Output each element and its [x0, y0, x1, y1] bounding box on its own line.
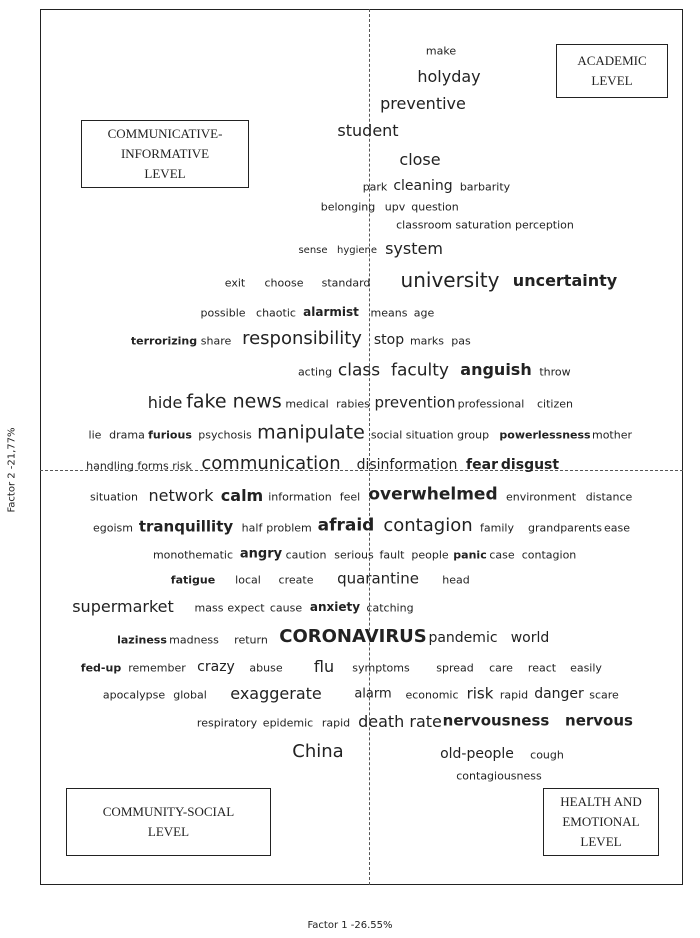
word-term: park: [362, 180, 388, 194]
word-term: abuse: [249, 661, 283, 675]
word-term: overwhelmed: [368, 484, 498, 505]
word-term: feel: [339, 490, 361, 504]
word-term: exaggerate: [230, 684, 322, 703]
word-term: responsibility: [242, 328, 362, 349]
word-term: rapid: [499, 688, 529, 702]
word-term: grandparents: [528, 521, 602, 535]
word-term: remember: [128, 661, 186, 675]
word-term: share: [200, 334, 232, 348]
word-term: information: [268, 490, 332, 504]
word-term: economic: [405, 688, 459, 702]
word-term: rabies: [336, 397, 370, 411]
word-term: flu: [313, 657, 335, 676]
word-term: throw: [539, 365, 571, 379]
word-term: holyday: [417, 67, 481, 86]
word-term: fake news: [186, 390, 282, 413]
word-term: monothematic: [152, 548, 234, 562]
word-term: calm: [220, 486, 264, 505]
word-term: marks: [409, 334, 445, 348]
word-term: return: [234, 633, 268, 647]
word-term: death rate: [358, 712, 442, 731]
word-term: furious: [148, 428, 192, 442]
quadrant-label-academic: ACADEMIC LEVEL: [556, 44, 668, 98]
word-term: prevention: [374, 393, 456, 412]
word-term: old-people: [440, 746, 514, 762]
word-term: react: [527, 661, 557, 675]
word-term: manipulate: [257, 421, 365, 444]
word-term: citizen: [537, 397, 573, 411]
word-term: local: [235, 573, 261, 587]
word-term: uncertainty: [512, 271, 618, 290]
word-term: belonging: [320, 200, 376, 214]
word-term: drama: [109, 428, 145, 442]
word-term: crazy: [197, 659, 235, 675]
quadrant-label-health-emotional: HEALTH AND EMOTIONAL LEVEL: [543, 788, 659, 856]
word-term: expect: [227, 601, 265, 615]
word-term: standard: [321, 276, 371, 290]
x-axis-label: Factor 1 -26.55%: [307, 920, 393, 931]
word-term: epidemic: [262, 716, 314, 730]
word-term: sense: [298, 245, 328, 256]
word-term: make: [425, 44, 457, 58]
word-term: cause: [269, 601, 303, 615]
word-term: case: [489, 548, 515, 562]
word-term: world: [510, 630, 550, 646]
word-term: head: [442, 573, 470, 587]
word-term: catching: [366, 601, 414, 615]
word-term: nervous: [565, 711, 633, 730]
word-term: pandemic: [428, 630, 498, 646]
word-term: classroom saturation perception: [396, 218, 574, 232]
word-term: scare: [589, 688, 619, 702]
word-term: people: [411, 548, 449, 562]
quadrant-label-community-social: COMMUNITY-SOCIAL LEVEL: [66, 788, 271, 856]
word-term: problem: [266, 521, 312, 535]
word-term: supermarket: [72, 597, 174, 616]
word-term: contagion: [383, 515, 473, 536]
word-term: communication: [201, 453, 341, 474]
word-term: easily: [570, 661, 602, 675]
word-term: respiratory: [196, 716, 258, 730]
word-term: caution: [285, 548, 327, 562]
word-term: contagiousness: [456, 769, 542, 783]
word-term: tranquillity: [138, 517, 234, 536]
word-term: China: [292, 741, 344, 762]
word-term: apocalypse: [102, 688, 166, 702]
word-term: hide: [147, 393, 183, 412]
factor-2-axis: [369, 9, 370, 885]
word-term: hygiene: [336, 245, 378, 256]
word-term: ease: [603, 521, 631, 535]
word-term: faculty: [391, 360, 449, 381]
word-term: class: [337, 360, 381, 381]
word-term: family: [480, 521, 514, 535]
word-term: close: [399, 150, 441, 169]
word-term: fault: [379, 548, 405, 562]
word-term: panic: [453, 548, 487, 562]
word-term: social situation group: [370, 428, 490, 442]
word-term: spread: [436, 661, 474, 675]
word-term: disinformation: [356, 457, 458, 473]
word-term: environment: [505, 490, 577, 504]
word-term: egoism: [93, 521, 133, 535]
word-term: alarmist: [303, 305, 359, 319]
word-term: professional: [457, 397, 525, 411]
word-term: cleaning: [393, 178, 453, 194]
word-term: CORONAVIRUS: [279, 626, 427, 647]
word-term: cough: [530, 748, 564, 762]
word-term: choose: [264, 276, 304, 290]
word-term: chaotic: [256, 306, 296, 320]
word-term: pas: [451, 334, 471, 348]
word-term: question: [411, 200, 459, 214]
word-term: handling forms risk: [86, 459, 192, 473]
word-term: terrorizing: [130, 334, 198, 348]
word-term: exit: [224, 276, 246, 290]
word-term: anxiety: [309, 600, 361, 614]
word-term: laziness: [117, 633, 167, 647]
word-term: fear: [466, 457, 498, 473]
word-term: half: [241, 521, 263, 535]
word-term: student: [337, 121, 399, 140]
word-term: network: [148, 486, 214, 505]
word-term: rapid: [321, 716, 351, 730]
word-term: distance: [585, 490, 633, 504]
quadrant-label-communicative-informative: COMMUNICATIVE- INFORMATIVE LEVEL: [81, 120, 249, 188]
word-term: means: [370, 306, 408, 320]
word-term: upv: [384, 200, 406, 214]
word-term: mother: [591, 428, 633, 442]
word-term: alarm: [354, 686, 392, 702]
word-term: system: [385, 239, 443, 258]
word-term: university: [400, 268, 500, 292]
word-term: symptoms: [352, 661, 410, 675]
word-term: age: [413, 306, 435, 320]
word-term: risk: [466, 684, 494, 703]
word-term: fatigue: [170, 573, 216, 587]
word-term: acting: [297, 365, 333, 379]
word-term: quarantine: [337, 569, 419, 588]
word-term: afraid: [317, 515, 375, 536]
word-term: powerlessness: [499, 428, 591, 442]
word-term: fed-up: [80, 661, 122, 675]
word-term: global: [173, 688, 207, 702]
word-term: lie: [88, 428, 102, 442]
word-term: possible: [200, 306, 246, 320]
word-term: serious: [334, 548, 374, 562]
word-term: disgust: [500, 457, 560, 473]
word-term: care: [489, 661, 513, 675]
word-term: preventive: [380, 94, 466, 113]
word-term: anguish: [460, 360, 532, 379]
word-term: angry: [239, 546, 283, 562]
y-axis-label: Factor 2 -21,77%: [6, 427, 18, 513]
word-term: psychosis: [198, 428, 252, 442]
word-term: medical: [285, 397, 329, 411]
word-term: mass: [194, 601, 224, 615]
word-term: barbarity: [459, 180, 511, 194]
word-term: create: [278, 573, 314, 587]
word-term: stop: [373, 332, 405, 348]
word-term: situation: [90, 490, 138, 504]
word-term: danger: [534, 686, 584, 702]
word-term: nervousness: [442, 711, 550, 730]
word-term: contagion: [521, 548, 577, 562]
word-term: madness: [169, 633, 219, 647]
